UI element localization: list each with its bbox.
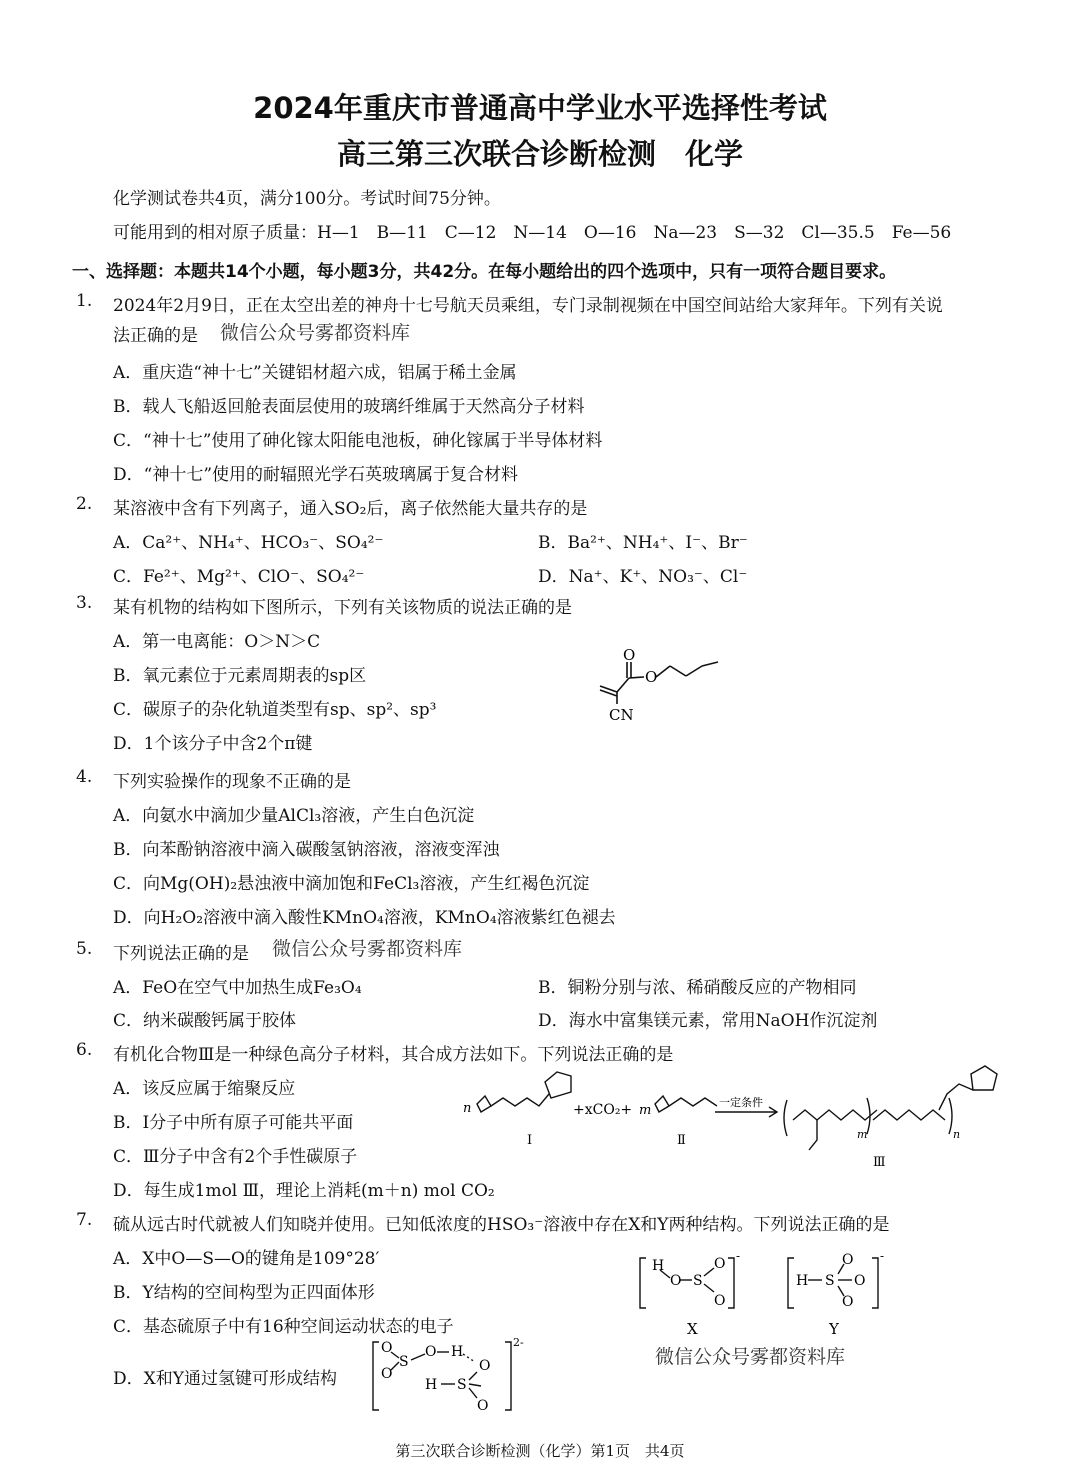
exam-info: 化学测试卷共4页，满分100分。考试时间75分钟。 — [113, 189, 501, 209]
x-o2: O — [714, 1256, 726, 1272]
y-charge: - — [880, 1250, 885, 1263]
watermark-text: 微信公众号雾都资料库 — [655, 1346, 846, 1368]
d-charge: 2- — [513, 1336, 524, 1349]
reaction-condition: 一定条件 — [719, 1096, 763, 1109]
option-a: A．向氨水中滴加少量AlCl₃溶液，产生白色沉淀 — [113, 806, 475, 826]
d-o1: O — [381, 1340, 393, 1356]
option-c: C．碳原子的杂化轨道类型有sp、sp²、sp³ — [113, 700, 437, 720]
d-h1: H — [451, 1344, 464, 1360]
atomic-masses: 可能用到的相对原子质量：H—1 B—11 C—12 N—14 O—16 Na—23 S—32 Cl—35.5 Fe—56 — [113, 223, 952, 243]
reaction-scheme-q6 — [455, 1062, 1015, 1177]
option-d: D．海水中富集镁元素，常用NaOH作沉淀剂 — [538, 1011, 878, 1031]
subscript-n: n — [953, 1128, 961, 1141]
option-a: A．FeO在空气中加热生成Fe₃O₄ — [113, 978, 362, 998]
hydrogen-bond-dimer — [365, 1336, 535, 1416]
coef-n: n — [463, 1101, 472, 1116]
compound-label-iii: Ⅲ — [873, 1155, 886, 1170]
watermark-text: 微信公众号雾都资料库 — [220, 322, 411, 344]
option-d: D．每生成1mol Ⅲ，理论上消耗(m＋n) mol CO₂ — [113, 1181, 495, 1201]
cn-label: CN — [609, 706, 634, 724]
oxygen-label: O — [623, 646, 636, 664]
coef-m: m — [639, 1103, 652, 1118]
y-o2: O — [854, 1273, 866, 1289]
question-stem: 有机化合物Ⅲ是一种绿色高分子材料，其合成方法如下。下列说法正确的是 — [113, 1045, 674, 1065]
y-o1: O — [842, 1252, 854, 1268]
d-o3: O — [381, 1366, 393, 1382]
question-stem: 某溶液中含有下列离子，通入SO₂后，离子依然能大量共存的是 — [113, 499, 588, 519]
molecule-structure-q3 — [590, 640, 730, 725]
x-s: S — [693, 1273, 703, 1289]
exam-title: 2024年重庆市普通高中学业水平选择性考试 — [253, 91, 827, 125]
option-b: B．氧元素位于元素周期表的sp区 — [113, 666, 367, 686]
option-c: C．Ⅲ分子中含有2个手性碳原子 — [113, 1147, 358, 1167]
option-b: B．载人飞船返回舱表面层使用的玻璃纤维属于天然高分子材料 — [113, 397, 585, 417]
label-x: X — [687, 1320, 698, 1338]
option-b: B．向苯酚钠溶液中滴入碳酸氢钠溶液，溶液变浑浊 — [113, 840, 500, 860]
option-c: C．纳米碳酸钙属于胶体 — [113, 1011, 297, 1031]
question-stem: 下列说法正确的是 — [113, 944, 249, 964]
option-b: B．Ⅰ分子中所有原子可能共平面 — [113, 1113, 354, 1133]
question-stem: 硫从远古时代就被人们知晓并使用。已知低浓度的HSO₃⁻溶液中存在X和Y两种结构。下列说法正确的是 — [113, 1215, 890, 1235]
option-d: D．1个该分子中含2个π键 — [113, 734, 313, 754]
option-a: A．Ca²⁺、NH₄⁺、HCO₃⁻、SO₄²⁻ — [113, 533, 384, 553]
question-number: 5. — [76, 939, 93, 959]
d-o2: O — [425, 1344, 437, 1360]
x-h: H — [652, 1258, 665, 1274]
x-charge: - — [736, 1250, 741, 1263]
option-c: C．向Mg(OH)₂悬浊液中滴加饱和FeCl₃溶液，产生红褐色沉淀 — [113, 874, 590, 894]
x-o1: O — [670, 1273, 682, 1289]
d-s2: S — [457, 1377, 467, 1393]
question-stem-cont: 法正确的是 — [113, 326, 198, 346]
option-c: C．“神十七”使用了砷化镓太阳能电池板，砷化镓属于半导体材料 — [113, 431, 603, 451]
page-footer: 第三次联合诊断检测（化学）第1页 共4页 — [395, 1442, 685, 1460]
plus-co2: +xCO₂+ — [573, 1102, 633, 1118]
option-a: A．该反应属于缩聚反应 — [113, 1079, 296, 1099]
question-stem: 2024年2月9日，正在太空出差的神舟十七号航天员乘组，专门录制视频在中国空间站给大家拜年。下列有关说 — [113, 296, 943, 316]
option-b: B．铜粉分别与浓、稀硝酸反应的产物相同 — [538, 978, 857, 998]
hso3-structures — [630, 1250, 890, 1345]
compound-label-i: Ⅰ — [527, 1133, 533, 1148]
d-o5: O — [477, 1398, 489, 1414]
option-d: D．X和Y通过氢键可形成结构 — [113, 1369, 337, 1389]
option-d: D．Na⁺、K⁺、NO₃⁻、Cl⁻ — [538, 567, 748, 587]
question-stem: 某有机物的结构如下图所示，下列有关该物质的说法正确的是 — [113, 598, 572, 618]
question-number: 6. — [76, 1040, 93, 1060]
option-a: A．X中O—S—O的键角是109°28′ — [113, 1249, 380, 1269]
section-heading: 一、选择题：本题共14个小题，每小题3分，共42分。在每小题给出的四个选项中，只有一项符合题目要求。 — [72, 262, 897, 282]
label-y: Y — [829, 1320, 839, 1338]
compound-label-ii: Ⅱ — [677, 1133, 686, 1148]
d-o4: O — [479, 1358, 491, 1374]
question-number: 7. — [76, 1210, 93, 1230]
d-s1: S — [399, 1354, 409, 1370]
subscript-m: m — [857, 1128, 868, 1141]
option-a: A．重庆造“神十七”关键铝材超六成，铝属于稀土金属 — [113, 363, 517, 383]
question-number: 2. — [76, 494, 93, 514]
option-c: C．基态硫原子中有16种空间运动状态的电子 — [113, 1317, 454, 1337]
question-number: 4. — [76, 767, 93, 787]
x-o3: O — [714, 1293, 726, 1309]
question-number: 1. — [76, 291, 93, 311]
d-h2: H — [425, 1377, 438, 1393]
option-d: D．向H₂O₂溶液中滴入酸性KMnO₄溶液，KMnO₄溶液紫红色褪去 — [113, 908, 616, 928]
option-a: A．第一电离能：O＞N＞C — [113, 632, 321, 652]
oxygen-label: O — [645, 668, 658, 686]
option-d: D．“神十七”使用的耐辐照光学石英玻璃属于复合材料 — [113, 465, 519, 485]
question-number: 3. — [76, 593, 93, 613]
y-h: H — [796, 1273, 809, 1289]
option-b: B．Ba²⁺、NH₄⁺、I⁻、Br⁻ — [538, 533, 748, 553]
watermark-text: 微信公众号雾都资料库 — [272, 938, 463, 960]
y-s: S — [825, 1273, 835, 1289]
question-stem: 下列实验操作的现象不正确的是 — [113, 772, 351, 792]
y-o3: O — [842, 1294, 854, 1310]
option-c: C．Fe²⁺、Mg²⁺、ClO⁻、SO₄²⁻ — [113, 567, 365, 587]
option-b: B．Y结构的空间构型为正四面体形 — [113, 1283, 375, 1303]
exam-subtitle: 高三第三次联合诊断检测 化学 — [336, 137, 743, 171]
